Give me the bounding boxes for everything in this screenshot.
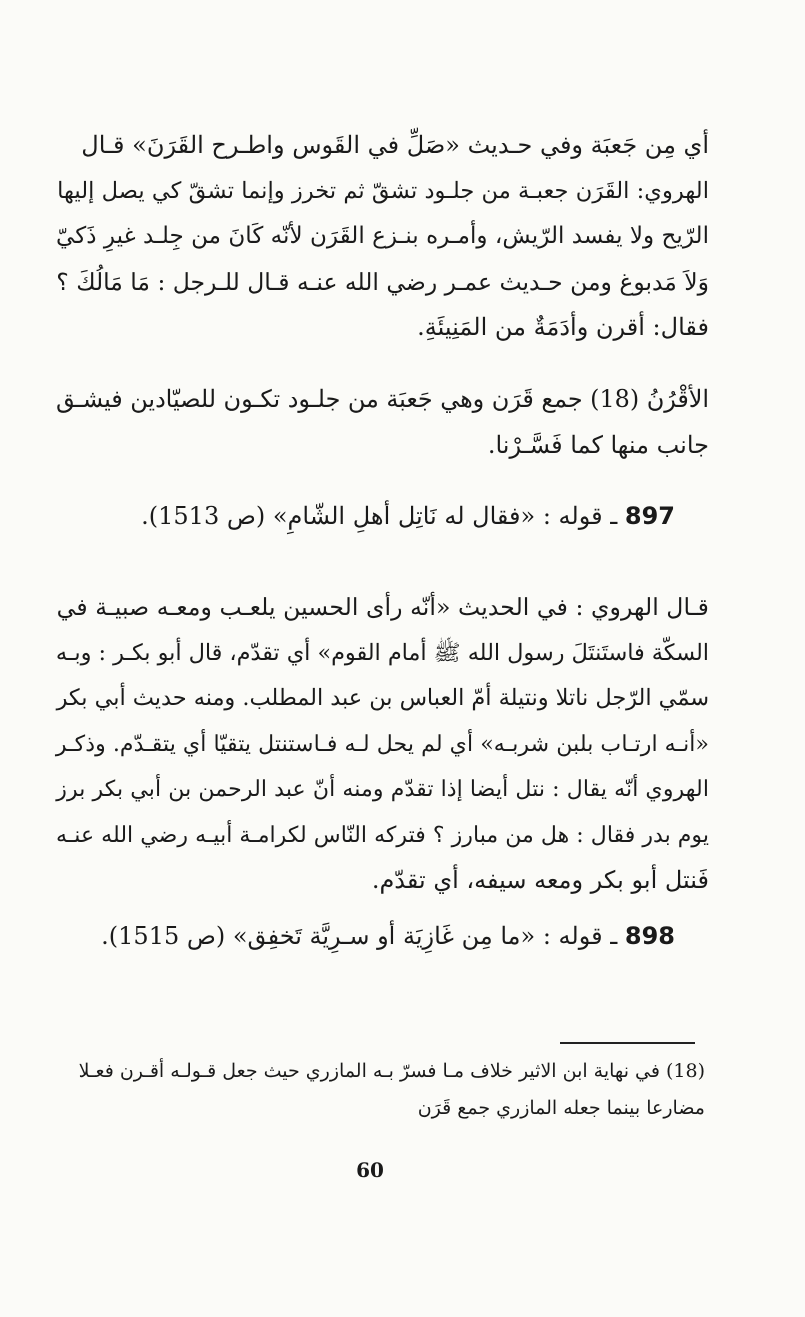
text-line: يوم بدر فقال : هل من مبارز ؟ فتركه النّاس لكرامـة أبيـه رضي الله عنـه (55, 821, 709, 848)
footnote-line: (18) في نهاية ابن الاثير خلاف مـا فسرّ بـه المازري حيث جعل قـولـه أقـرن فعـلا (78, 1060, 705, 1082)
text-line: سمّي الرّجل ناتلا ونتيلة أمّ العباس بن عبد المطلب. ومنه حديث أبي بكر (56, 685, 709, 711)
paragraph-1 (56, 123, 709, 351)
text-line: الرّيح ولا يفسد الرّيش، وأمـره بنـزع القَرَن لأنّه كَانَ من جِلـد غيرِ ذَكيّ (56, 223, 709, 249)
entry-title: ـ قوله : «فقال له نَاتِل أهلِ الشّامِ» (ص 1513). (141, 502, 618, 530)
text-line: قـال الهروي : في الحديث «أنّه رأى الحسين يلعـب ومعـه صبيـة في (56, 593, 709, 621)
text-line: فقال: أقرن وأدَمَةٌ من المَنِيئَةِ. (417, 313, 709, 341)
text-line: جانب منها كما فَسَّـرْنا. (487, 430, 709, 459)
entry-title: ـ قوله : «ما مِن غَازِيَة أو سـرِيَّة تَخفِق» (ص 1515). (101, 922, 618, 950)
text-line: السكّة فاستَنتَلَ رسول الله ﷺ أمام القوم» أي تقدّم، قال أبو بكـر : وبـه (55, 639, 709, 666)
entry-heading-897 (141, 502, 675, 530)
entry-number: 898 (624, 922, 675, 950)
entry-number: 897 (624, 502, 675, 530)
page-number: 60 (356, 1158, 384, 1182)
text-line: الهروي: القَرَن جعبـة من جلـود تشقّ ثم تخرز وإنما تشقّ كي يصل إليها (57, 177, 709, 204)
text-line: الأقْرُنُ (18) جمع قَرَن وهي جَعبَة من جلـود تكـون للصيّادين فيشـق (55, 385, 709, 413)
footnote (50, 1053, 705, 1127)
text-line: فَنتل أبو بكر ومعه سيفه، أي تقدّم. (371, 866, 709, 894)
paragraph-3 (56, 585, 709, 904)
text-line: الهروي أنّه يقال : نتل أيضا إذا تقدّم ومنه أنّ عبد الرحمن بن أبي بكر برز (56, 776, 709, 802)
text-line: «أنـه ارتـاب بلبن شربـه» أي لم يحل لـه فـاستنتل يتقيّا أي يتقـدّم. وذكـر (55, 730, 709, 757)
entry-heading-898 (101, 922, 675, 950)
text-line: أي مِن جَعبَة وفي حـديث «صَلِّ في القَوس واطـرح القَرَنَ» قـال (81, 131, 709, 159)
text-line: وَلاَ مَدبوغ ومن حـديث عمـر رضي الله عنـه قـال للـرجل : مَا مَالُكَ ؟ (56, 267, 709, 296)
paragraph-2 (56, 377, 709, 468)
footnote-line: مضارعا بينما جعله المازري جمع قَرَن (417, 1097, 705, 1119)
footnote-divider (560, 1042, 695, 1044)
